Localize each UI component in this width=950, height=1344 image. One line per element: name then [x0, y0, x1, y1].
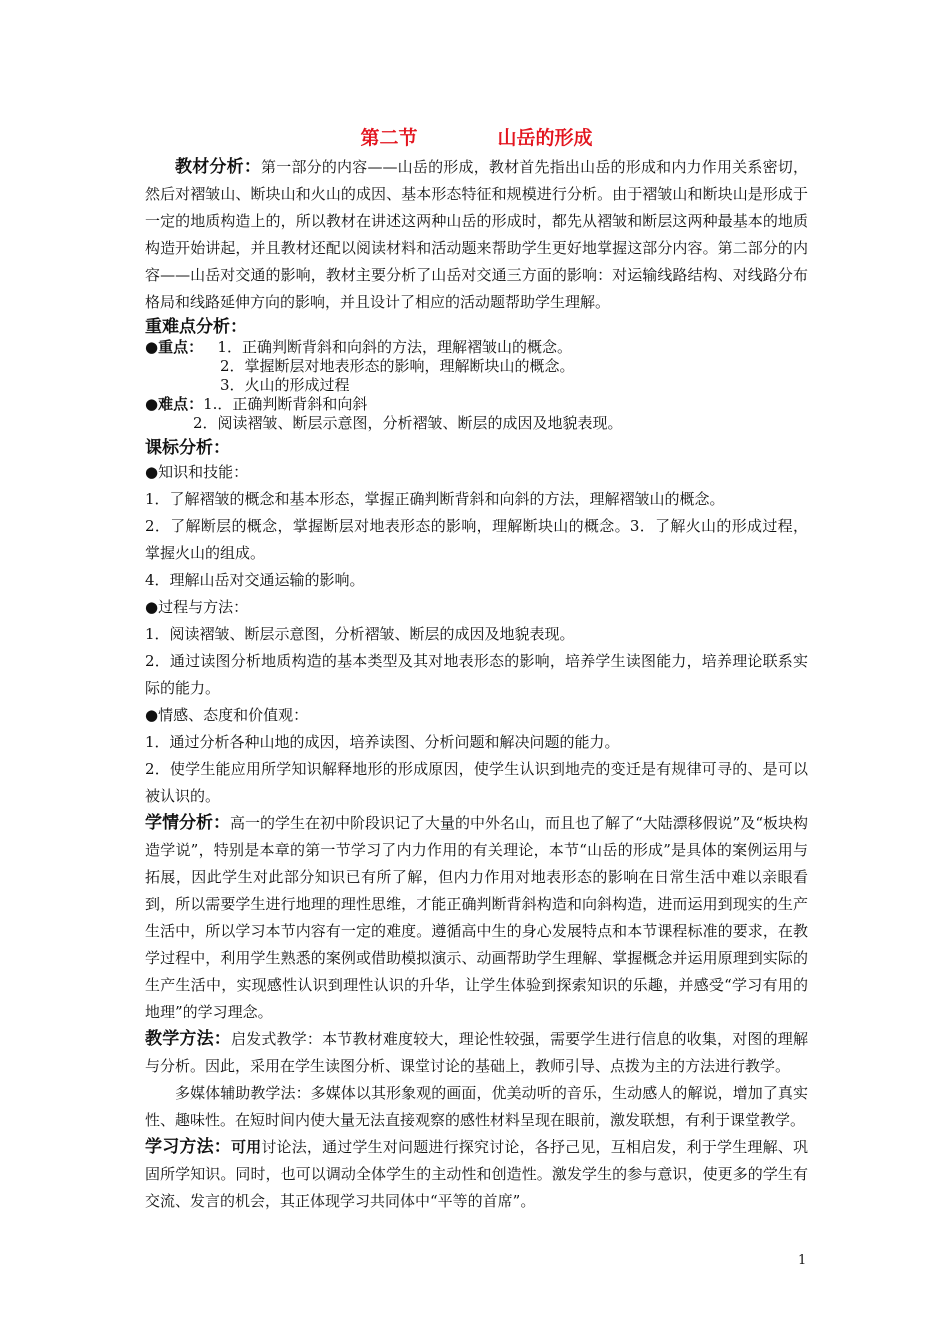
- key-points-heading: 重难点分析：: [145, 317, 247, 337]
- learning-text: 讨论法，通过学生对问题进行探究讨论，各抒己见，互相启发，利于学生理解、巩固所学知识。同时，也可以调动全体学生的主动性和创造性。激发学生的参与意识，使更多的学生有交流、发言的机会，其正体现学习共同体中“平等的首席”。: [145, 1138, 808, 1210]
- multimedia-method: 多媒体辅助教学法：多媒体以其形象观的画面，优美动听的音乐，生动感人的解说，增加了真实性、趣味性。在短时间内使大量无法直接观察的感性材料呈现在眼前，激发联想，有利于课堂教学。: [145, 1084, 808, 1129]
- difficult-row-1: [145, 395, 808, 414]
- student-label: 学情分析：: [145, 813, 230, 833]
- teaching-label: 教学方法：: [145, 1029, 231, 1049]
- focus-item: 2．掌握断层对地表形态的影响，理解断块山的概念。: [220, 357, 575, 375]
- student-text: 高一的学生在初中阶段识记了大量的中外名山，而且也了解了“大陆漂移假说”及“板块构造学说”，特别是本章的第一节学习了内力作用的有关理论，本节“山岳的形成”是具体的案例运用与拓展，因此学生对此部分知识已有所了解，但内力作用对地表形态的影响在日常生活中难以亲眼看到，所以需要学生进行地理的理性思维，才能正确判断背斜构造和向斜构造，进而运用到现实的生产生活中，所以学习本节内容有一定的难度。遵循高中生的身心发展特点和本节课程标准的要求，在教学过程中，利用学生熟悉的案例或借助模拟演示、动画帮助学生理解、掌握概念并运用原理到实际的生产生活中，实现感性认识到理性认识的升华，让学生体验到探索知识的乐趣，并感受“学习有用的地理”的学习理念。: [145, 814, 809, 1021]
- difficult-item: 1.．正确判断背斜和向斜: [203, 395, 368, 413]
- section-number: 第二节: [360, 127, 418, 149]
- learning-method: [145, 1134, 808, 1215]
- section-name: 山岳的形成: [497, 127, 593, 149]
- student-analysis: [145, 810, 808, 1026]
- learning-lead: 可用: [230, 1138, 262, 1156]
- teaching-text: 启发式教学：本节教材难度较大，理论性较强，需要学生进行信息的收集，对图的理解与分析。因此，采用在学生读图分析、课堂讨论的基础上，教师引导、点拨为主的方法进行教学。: [145, 1030, 808, 1075]
- knowledge-item: 4．理解山岳对交通运输的影响。: [145, 571, 365, 589]
- focus-row-2: [145, 357, 808, 376]
- focus-row-3: [145, 376, 808, 395]
- material-label: 教材分析：: [175, 157, 262, 177]
- page-title: [145, 123, 808, 150]
- emotion-item: 1．通过分析各种山地的成因，培养读图、分析问题和解决问题的能力。: [145, 733, 620, 751]
- focus-row-1: [145, 338, 808, 357]
- emotion-label: ●情感、态度和价值观：: [145, 706, 309, 724]
- knowledge-item: 1．了解褶皱的概念和基本形态，掌握正确判断背斜和向斜的方法，理解褶皱山的概念。: [145, 490, 725, 508]
- difficult-row-2: [145, 414, 808, 433]
- focus-item: 3．火山的形成过程: [220, 376, 350, 394]
- material-analysis: [145, 154, 808, 316]
- knowledge-label: ●知识和技能：: [145, 463, 249, 481]
- process-label: ●过程与方法：: [145, 598, 249, 616]
- process-item: 2．通过读图分析地质构造的基本类型及其对地表形态的影响，培养学生读图能力，培养理论联系实际的能力。: [145, 652, 808, 697]
- process-item: 1．阅读褶皱、断层示意图，分析褶皱、断层的成因及地貌表现。: [145, 625, 575, 643]
- learning-label: 学习方法：: [145, 1137, 231, 1157]
- page-content: [145, 123, 808, 1215]
- material-text: 第一部分的内容——山岳的形成，教材首先指出山岳的形成和内力作用关系密切，然后对褶皱山、断块山和火山的成因、基本形态特征和规模进行分析。由于褶皱山和断块山是形成于一定的地质构造上的，所以教材在讲述这两种山岳的形成时，都先从褶皱和断层这两种最基本的地质构造开始讲起，并且教材还配以阅读材料和活动题来帮助学生更好地掌握这部分内容。第二部分的内容——山岳对交通的影响，教材主要分析了山岳对交通三方面的影响：对运输线路结构、对线路分布格局和线路延伸方向的影响，并且设计了相应的活动题帮助学生理解。: [145, 158, 808, 311]
- focus-label: ●重点：: [145, 338, 204, 356]
- difficult-item: 2．阅读褶皱、断层示意图，分析褶皱、断层的成因及地貌表现。: [193, 414, 623, 432]
- standard-heading: 课标分析：: [145, 438, 230, 458]
- page-number: 1: [798, 1253, 807, 1268]
- knowledge-item: 2．了解断层的概念，掌握断层对地表形态的影响，理解断块山的概念。3．了解火山的形成过程，掌握火山的组成。: [145, 517, 808, 562]
- teaching-method: [145, 1026, 808, 1080]
- emotion-item: 2．使学生能应用所学知识解释地形的形成原因，使学生认识到地壳的变迁是有规律可寻的、是可以被认识的。: [145, 760, 808, 805]
- focus-item: 1．正确判断背斜和向斜的方法，理解褶皱山的概念。: [217, 338, 572, 356]
- difficult-label: ●难点：: [145, 395, 204, 413]
